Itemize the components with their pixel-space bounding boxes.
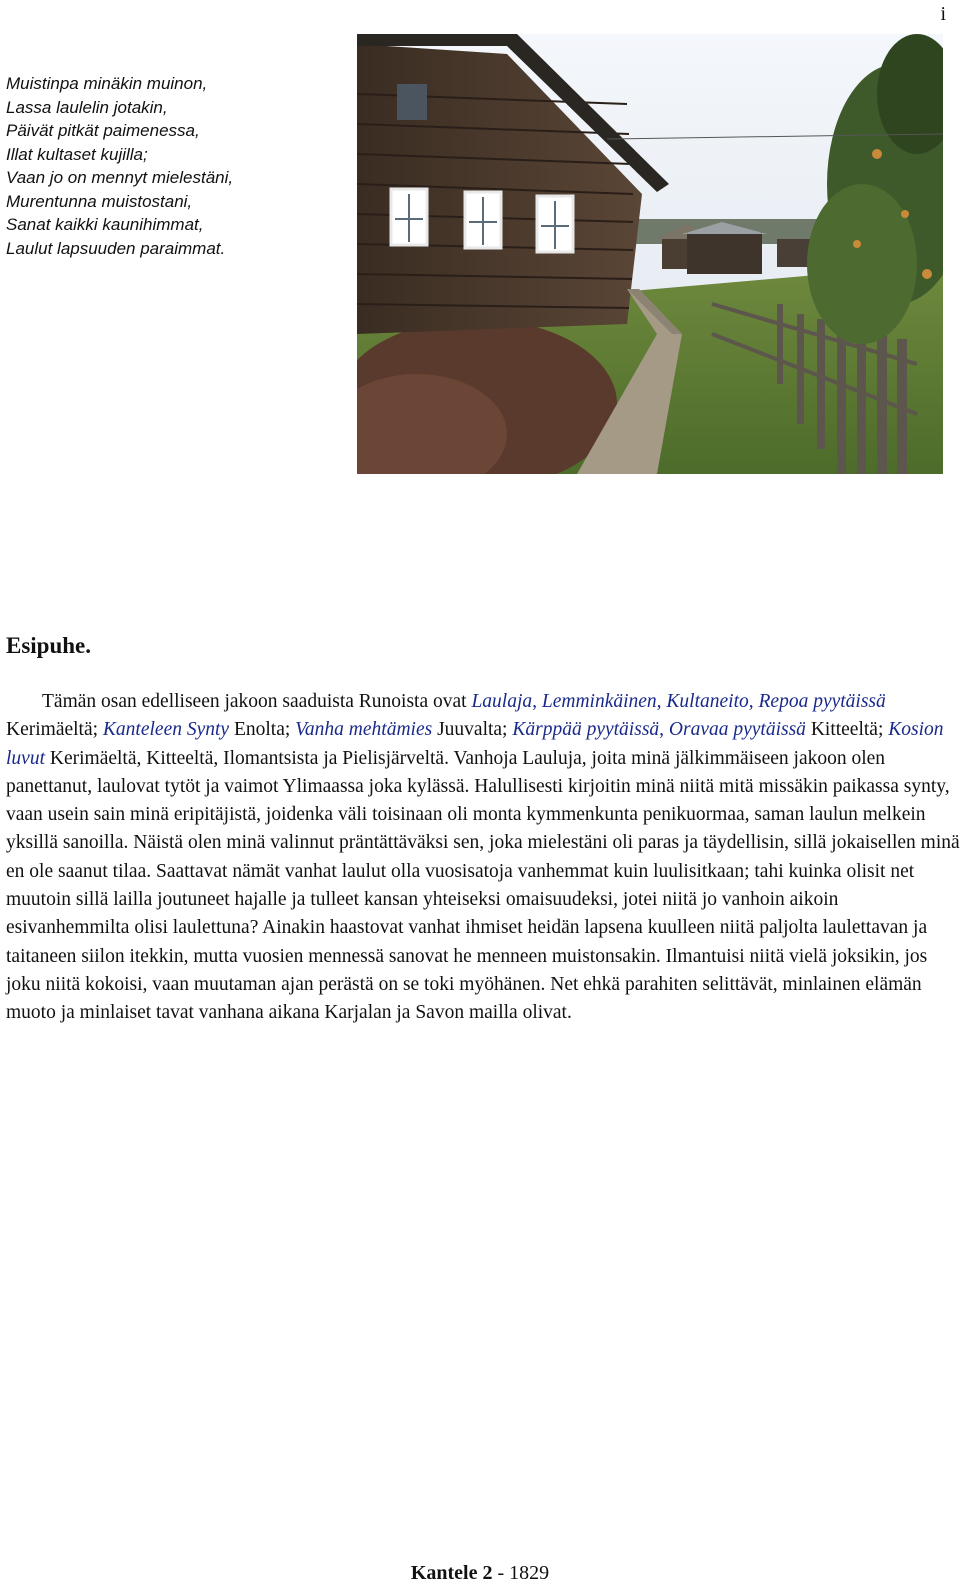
preface-paragraph — [6, 688, 960, 1028]
poem-title-ref: Kanteleen Synty — [102, 719, 230, 741]
preface-text: Kitteeltä; — [805, 719, 889, 741]
epigraph-poem — [6, 72, 336, 260]
poem-line: Vaan jo on mennyt mielestäni, — [6, 168, 234, 187]
footer-year: 1829 — [509, 1562, 550, 1584]
page-footer — [0, 1562, 960, 1584]
section-heading: Esipuhe. — [6, 633, 92, 658]
poem-title-ref: Kosion luvut — [6, 719, 944, 769]
poem-line: Laulut lapsuuden paraimmat. — [6, 238, 226, 258]
poem-line: Sanat kaikki kaunihimmat, — [6, 215, 204, 234]
preface-text: Kerimäeltä, Kitteeltä, Ilomantsista ja Pielisjärveltä. Vanhoja Lauluja, joita minä jälkimmäiseen jakoon olen panettanut, laulovat tytöt ja vaimot Ylimaassa joka kylässä. Halullisesti kirjoitin minä niitä mitä missäkin paikassa synty, vaan usein sain minä eripitäjistä, joidenka väli toisinaan oli monta kymmenkunta penikuormaa, saman laulun melkein yksillä sanoilla. Näistä olen minä valinnut präntättäväksi sen, joka mielestäni oli paras ja täydellisin, sillä jokaisellen minä en ole saanut tilaa. Saattavat nämät vanhat laulut olla vuosisatoja vanhemmat kuin luulisitkaan; tahi kuinka olisit net muutoin sillä lailla joutuneet hajalle ja tulleet kansan yhteiseksi omaisuudeksi, jotei niitä jo vanhoin aikoin esivanhemmilta olisi laulettuna? Ainakin haastovat vanhat ihmiset heidän lapsena kuulleen niitä paljolta laulettavan ja taitaneen siilon itekkin, mutta vuosien mennessä sanovat he menneen muistonsakin. Ilmantuisi niitä vielä joksikin, jos joku niitä kokoisi, vaan muutaman ajan perästä on se toki myöhänen. Net ehkä parahiten selittävät, minlainen elämän muoto ja minlaiset tavat vanhana aikana Karjalan ja Savon mailla olivat. — [6, 747, 960, 1024]
page-number: i — [940, 3, 946, 25]
village-house-photo — [357, 34, 943, 474]
poem-title-ref: Kärppää pyytäissä, Oravaa pyytäissä — [512, 719, 806, 741]
preface-text: Tämän osan edelliseen jakoon saaduista Runoista ovat — [42, 691, 472, 712]
poem-line: Illat kultaset kujilla; — [6, 144, 148, 164]
poem-line: Lassa laulelin jotakin, — [6, 97, 168, 117]
footer-separator: - — [492, 1562, 510, 1584]
poem-title-ref: Vanha mehtämies — [295, 719, 433, 741]
preface-text: Kerimäeltä; — [6, 719, 103, 741]
poem-line: Murentunna muistostani, — [6, 191, 193, 211]
village-house-illustration — [357, 34, 943, 474]
footer-book-title: Kantele 2 — [410, 1562, 493, 1584]
poem-line: Päivät pitkät paimenessa, — [6, 121, 200, 140]
preface-text: Enolta; — [229, 719, 296, 741]
poem-title-ref: Laulaja, Lemminkäinen, Kultaneito, Repoa pyytäissä — [471, 691, 886, 712]
poem-line: Muistinpa minäkin muinon, — [6, 74, 208, 93]
preface-text: Juuvalta; — [432, 719, 513, 741]
